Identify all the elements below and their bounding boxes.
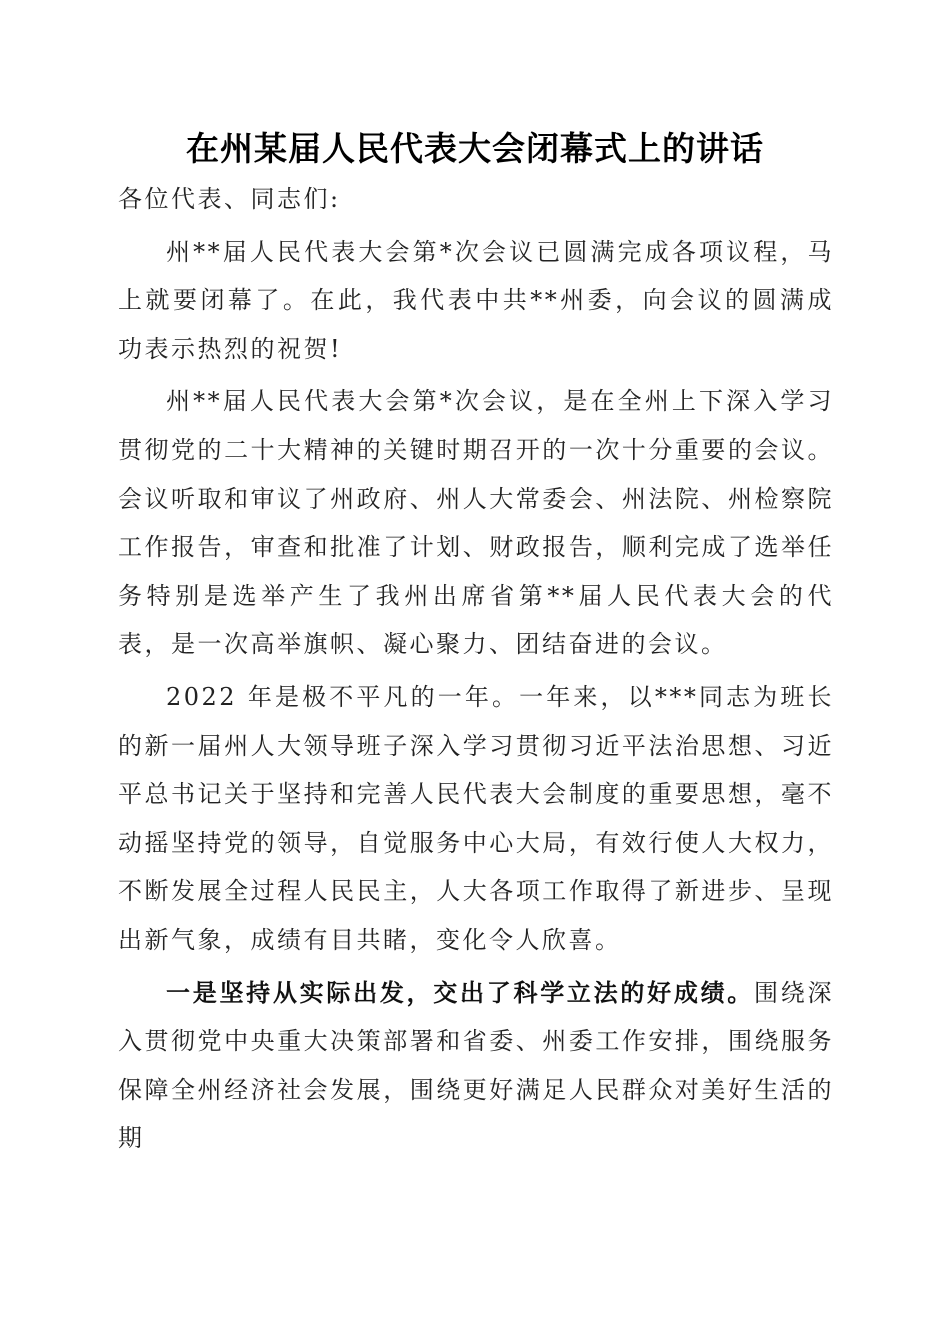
document-title: 在州某届人民代表大会闭幕式上的讲话 <box>186 129 764 168</box>
salutation: 各位代表、同志们: <box>118 185 341 213</box>
paragraph-year-review: 2022 年是极不平凡的一年。一年来，以***同志为班长的新一届州人大领导班子深入学习贯彻习近平法治思想、习近平总书记关于坚持和完善人民代表大会制度的重要思想，毫不动摇坚持党的领导，自觉服务中心大局，有效行使人大权力，不断发展全过程人民民主，人大各项工作取得了新进步、呈现出新气象，成绩有目共睹，变化令人欣喜。 <box>118 682 834 954</box>
paragraph-opening: 州**届人民代表大会第*次会议已圆满完成各项议程，马上就要闭幕了。在此，我代表中共**州委，向会议的圆满成功表示热烈的祝贺! <box>118 237 834 363</box>
paragraph-meeting-summary: 州**届人民代表大会第*次会议，是在全州上下深入学习贯彻党的二十大精神的关键时期召开的一次十分重要的会议。会议听取和审议了州政府、州人大常委会、州法院、州检察院工作报告，审查和批准了计划、财政报告，顺利完成了选举任务特别是选举产生了我州出席省第**届人民代表大会的代表，是一次高举旗帜、凝心聚力、团结奋进的会议。 <box>118 387 834 659</box>
paragraph-achievement-one <box>118 969 834 1163</box>
document-body <box>118 175 834 1163</box>
paragraph-lead-heading: 一是坚持从实际出发，交出了科学立法的好成绩。 <box>166 977 755 1007</box>
paragraph-achievement-one-text: 围绕深入贯彻党中央重大决策部署和省委、州委工作安排，围绕服务保障全州经济社会发展，围绕更好满足人民群众对美好生活的期 <box>118 978 835 1153</box>
